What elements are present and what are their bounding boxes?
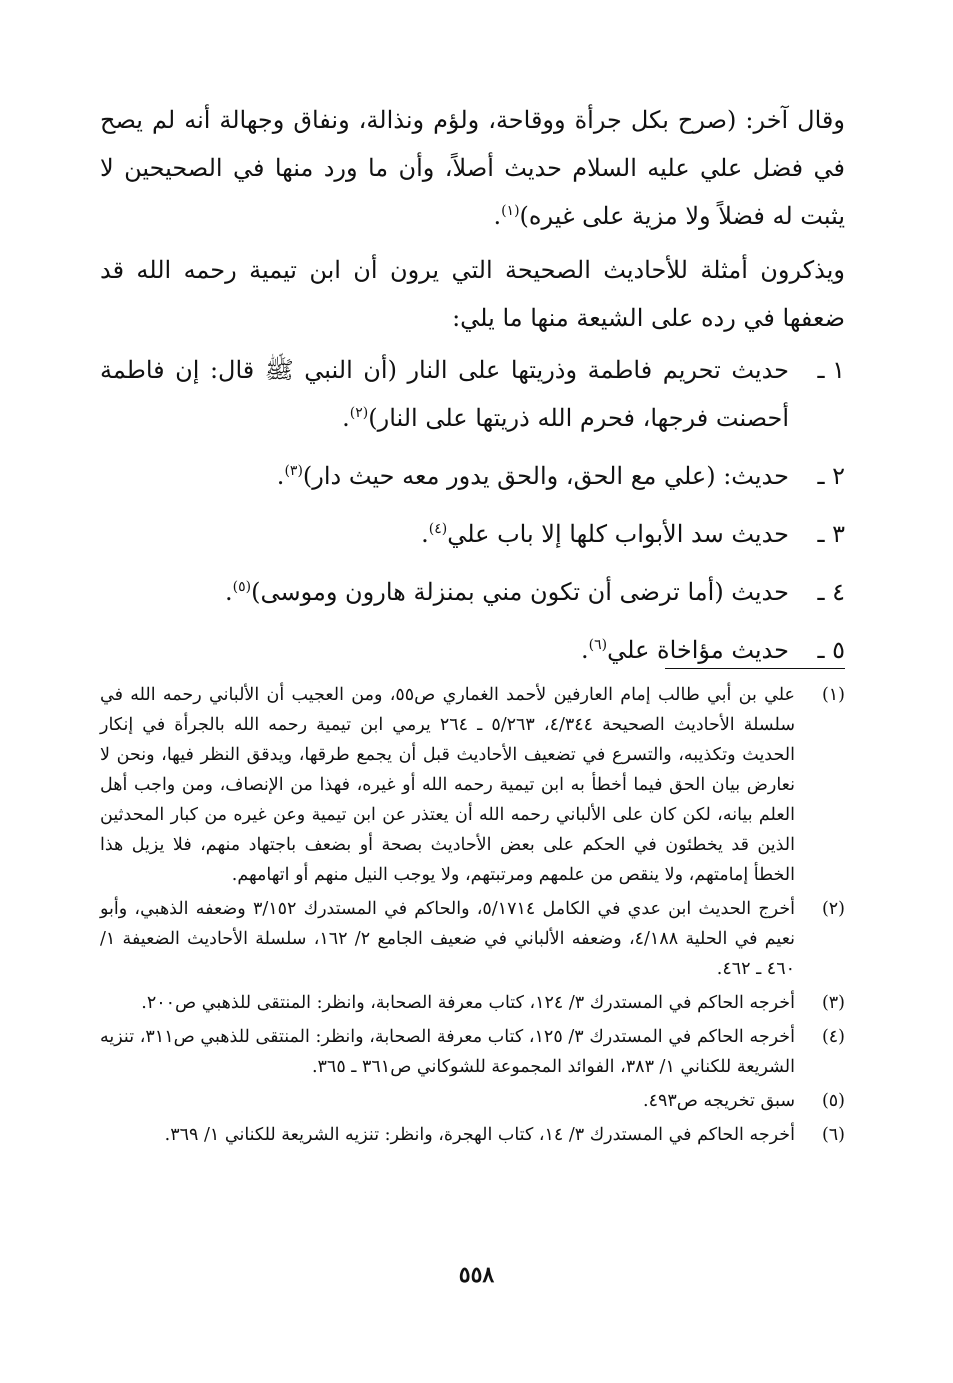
paragraph <box>100 246 845 342</box>
list-item-number: ٥ ـ <box>817 636 845 664</box>
footnote-ref: (٣) <box>284 463 303 479</box>
footnote-ref: (٦) <box>588 637 608 653</box>
list-item <box>100 346 845 442</box>
paragraph-text: ويذكرون أمثلة للأحاديث الصحيحة التي يرون أن ابن تيمية رحمه الله قد ضعفها في رده على الشيعة منها ما يلي: <box>100 256 845 332</box>
footnote-ref: (٤) <box>428 521 448 537</box>
list-item <box>100 452 845 500</box>
list-item <box>100 626 845 674</box>
footnote-ref: (٥) <box>232 579 252 595</box>
footnote-text: علي بن أبي طالب إمام العارفين لأحمد الغماري ص٥٥، ومن العجيب أن الألباني رحمه الله في سلسلة الأحاديث الصحيحة ٤/٣٤٤، ٥/٢٦٣ ـ ٢٦٤ يرمي ابن تيمية رحمه الله بالجرأة في إنكار الحديث وتكذيبه، والتسرع في تضعيف الأحاديث قبل أن يجمع طرقها، ويدقق النظر فيها، ونحن لا نعارض بيان الحق فيما أخطأ به ابن تيمية رحمه الله أو غيره، فهذا من الإنصاف، ومن واجب أهل العلم بيانه، لكن كان على الألباني رحمه الله أن يعتذر عن ابن تيمية وعن غيره من كبار المحدثين الذين قد يخطئون في الحكم على بعض الأحاديث بصحة أو بضعف باجتهاد منهم، فلا يزيل هذا الخطأ إمامتهم، ولا ينقص من علمهم ومرتبتهم، ولا يوجب النيل منهم أو اتهامهم. <box>100 685 795 885</box>
footnote-text: أخرجه الحاكم في المستدرك ٣/ ١٢٥، كتاب معرفة الصحابة، وانظر: المنتقى للذهبي ص٣١١، تنزيه الشريعة للكناني ١/ ٣٨٣، الفوائد المجموعة للشوكاني ص٣٦١ ـ ٣٦٥. <box>100 1027 795 1077</box>
footnote-ref: (١) <box>501 203 520 219</box>
list-item-text: حديث: (علي مع الحق، والحق يدور معه حيث دار) <box>302 462 789 490</box>
footnote <box>100 894 845 984</box>
footnote-text: سبق تخريجه ص٤٩٣. <box>643 1091 795 1111</box>
footnote-number: (١) <box>821 685 845 705</box>
main-text <box>100 96 845 684</box>
list-item-number: ٣ ـ <box>817 520 845 548</box>
footnote-text: أخرجه الحاكم في المستدرك ٣/ ١٢٤، كتاب معرفة الصحابة، وانظر: المنتقى للذهبي ص٢٠٠. <box>141 993 795 1013</box>
footnote-divider <box>665 668 845 669</box>
list-item <box>100 510 845 558</box>
footnote <box>100 1086 845 1116</box>
footnote-number: (٥) <box>821 1091 845 1111</box>
footnote <box>100 1120 845 1150</box>
list-item-number: ٤ ـ <box>817 578 845 606</box>
footnote-number: (٦) <box>821 1125 845 1145</box>
footnote-number: (٤) <box>821 1027 845 1047</box>
list-item-end: . <box>581 636 589 664</box>
list-item-text: حديث تحريم فاطمة وذريتها على النار (أن النبي ﷺ قال: إن فاطمة أحصنت فرجها، فحرم الله ذريتها على النار) <box>100 356 789 432</box>
list-item <box>100 568 845 616</box>
list-item-end: . <box>276 462 285 490</box>
list-item-text: حديث سد الأبواب كلها إلا باب علي <box>447 520 789 548</box>
list-item-text: حديث (أما ترضى أن تكون مني بمنزلة هارون وموسى) <box>251 578 789 606</box>
footnote-text: أخرجه الحاكم في المستدرك ٣/ ١٤، كتاب الهجرة، وانظر: تنزيه الشريعة للكناني ١/ ٣٦٩. <box>164 1125 795 1145</box>
footnotes <box>100 680 845 1154</box>
footnote-ref: (٢) <box>349 405 369 421</box>
paragraph-text: وقال آخر: (صرح بكل جرأة ووقاحة، ولؤم ونذالة، ونفاق وجهالة أنه لم يصح في فضل علي عليه السلام حديث أصلاً، وأن ما ورد منها في الصحيحين لا يثبت له فضلاً ولا مزية على غيره) <box>100 106 845 230</box>
list-item-number: ٢ ـ <box>817 462 845 490</box>
page-number: ٥٥٨ <box>458 1262 495 1288</box>
list-item-number: ١ ـ <box>817 356 845 384</box>
footnote <box>100 1022 845 1082</box>
footnote <box>100 988 845 1018</box>
list-item-end: . <box>225 578 233 606</box>
footnote-number: (٢) <box>821 899 845 919</box>
hadith-list <box>100 346 845 674</box>
footnote-text: أخرج الحديث ابن عدي في الكامل ٥/١٧١٤، والحاكم في المستدرك ٣/١٥٢ وضعفه الذهبي، وأبو نعيم في الحلية ٤/١٨٨، وضعفه الألباني في ضعيف الجامع ٢/ ١٦٢، سلسلة الأحاديث الضعيفة ١/ ٤٦٠ ـ ٤٦٢. <box>100 899 796 979</box>
footnote <box>100 680 845 890</box>
paragraph <box>100 96 845 240</box>
list-item-text: حديث مؤاخاة علي <box>607 636 789 664</box>
list-item-end: . <box>342 404 350 432</box>
footnote-number: (٣) <box>821 993 845 1013</box>
paragraph-end: . <box>493 202 502 230</box>
list-item-end: . <box>421 520 429 548</box>
